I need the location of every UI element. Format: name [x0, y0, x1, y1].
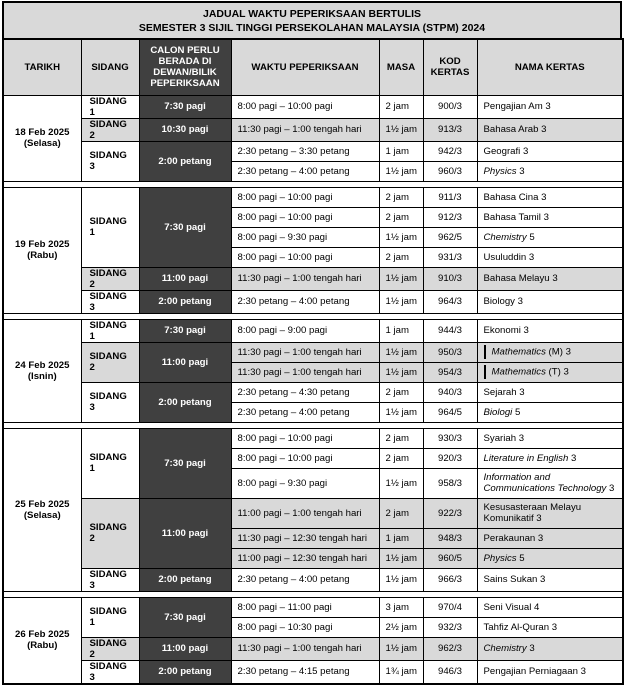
- paper-number: 3: [537, 532, 544, 544]
- paper-number: 3: [563, 366, 569, 378]
- duration: 2½ jam: [379, 617, 423, 637]
- paper-code: 931/3: [423, 247, 477, 267]
- duration: 2 jam: [379, 187, 423, 207]
- header-waktu: WAKTU PEPERIKSAAN: [231, 39, 379, 95]
- paper-name: Biology: [483, 296, 515, 307]
- date-cell: [3, 597, 81, 684]
- session-label: SIDANG 3: [81, 141, 139, 181]
- exam-time: 11:00 pagi – 12:30 tengah hari: [231, 548, 379, 568]
- paper-code: 964/5: [423, 402, 477, 422]
- date-text: 18 Feb 2025: [15, 127, 70, 138]
- table-row: [3, 637, 623, 660]
- paper-name: Chemistry: [483, 643, 527, 654]
- duration: 2 jam: [379, 448, 423, 468]
- duration: 1½ jam: [379, 362, 423, 382]
- paper-code: 960/3: [423, 161, 477, 181]
- report-time: 2:00 petang: [139, 290, 231, 313]
- report-time: 11:00 pagi: [139, 498, 231, 568]
- exam-time: 11:30 pagi – 1:00 tengah hari: [231, 342, 379, 362]
- report-time: 7:30 pagi: [139, 597, 231, 637]
- report-time: 11:00 pagi: [139, 267, 231, 290]
- paper-name-cell: [477, 468, 623, 498]
- table-row: [3, 342, 623, 362]
- exam-time: 8:00 pagi – 9:00 pagi: [231, 319, 379, 342]
- paper-name-cell: [477, 247, 623, 267]
- paper-name: Sejarah: [483, 386, 517, 398]
- paper-number: 5: [519, 552, 525, 564]
- paper-name-cell: [477, 161, 623, 181]
- paper-name-cell: [477, 267, 623, 290]
- table-row: [3, 319, 623, 342]
- paper-name-cell: [477, 597, 623, 617]
- duration: 1 jam: [379, 141, 423, 161]
- paper-name-cell: [477, 95, 623, 118]
- date-cell: [3, 95, 81, 181]
- paper-number: 3: [543, 211, 549, 223]
- session-label: SIDANG 3: [81, 660, 139, 684]
- paper-code: 900/3: [423, 95, 477, 118]
- session-label: SIDANG 2: [81, 498, 139, 568]
- header-tarikh: TARIKH: [3, 39, 81, 95]
- paper-variant: (M): [545, 346, 563, 358]
- paper-name-cell: [477, 660, 623, 684]
- exam-time: 8:00 pagi – 9:30 pagi: [231, 468, 379, 498]
- paper-code: 950/3: [423, 342, 477, 362]
- paper-code: 930/3: [423, 428, 477, 448]
- duration: 2 jam: [379, 95, 423, 118]
- exam-time: 11:30 pagi – 1:00 tengah hari: [231, 267, 379, 290]
- paper-name: Physics: [483, 165, 517, 177]
- paper-code: 954/3: [423, 362, 477, 382]
- paper-number: 3: [580, 666, 586, 677]
- paper-code: 910/3: [423, 267, 477, 290]
- paper-name: Bahasa Cina: [483, 191, 539, 203]
- paper-name: Bahasa Melayu: [483, 273, 550, 284]
- paper-code: 960/5: [423, 548, 477, 568]
- report-time: 2:00 petang: [139, 141, 231, 181]
- duration: 1½ jam: [379, 227, 423, 247]
- exam-time: 2:30 petang – 4:00 petang: [231, 402, 379, 422]
- paper-code: 911/3: [423, 187, 477, 207]
- duration: 1½ jam: [379, 402, 423, 422]
- duration: 2 jam: [379, 498, 423, 528]
- paper-name: Usuluddin: [483, 251, 527, 263]
- exam-time: 2:30 petang – 4:00 petang: [231, 290, 379, 313]
- duration: 1½ jam: [379, 342, 423, 362]
- paper-name-cell: [477, 568, 623, 591]
- paper-name-cell: [477, 187, 623, 207]
- exam-time: 11:00 pagi – 1:00 tengah hari: [231, 498, 379, 528]
- paper-name-cell: [477, 141, 623, 161]
- paper-variant: (T): [545, 366, 561, 378]
- exam-time: 8:00 pagi – 10:00 pagi: [231, 428, 379, 448]
- header-nama: NAMA KERTAS: [477, 39, 623, 95]
- duration: 1 jam: [379, 528, 423, 548]
- paper-code: 912/3: [423, 207, 477, 227]
- exam-time: 2:30 petang – 3:30 petang: [231, 141, 379, 161]
- paper-code: 966/3: [423, 568, 477, 591]
- exam-time: 2:30 petang – 4:00 petang: [231, 568, 379, 591]
- date-cell: [3, 187, 81, 313]
- title-line-1: JADUAL WAKTU PEPERIKSAAN BERTULIS: [203, 8, 421, 20]
- paper-name-cell: [477, 528, 623, 548]
- paper-number: 3: [523, 325, 529, 336]
- paper-name-cell: [477, 617, 623, 637]
- paper-name: Syariah: [483, 432, 517, 444]
- session-label: SIDANG 3: [81, 568, 139, 591]
- paper-name: Ekonomi: [483, 325, 521, 336]
- paper-number: 3: [565, 346, 571, 358]
- paper-number: 3: [551, 621, 558, 633]
- paper-name: Pengajian Perniagaan: [483, 666, 578, 677]
- duration: 2 jam: [379, 207, 423, 227]
- date-cell: [3, 319, 81, 422]
- timetable-document: [2, 1, 622, 685]
- paper-code: 922/3: [423, 498, 477, 528]
- paper-name: Chemistry: [483, 231, 527, 243]
- paper-name-cell: [477, 362, 623, 382]
- duration: 1 jam: [379, 319, 423, 342]
- session-label: SIDANG 3: [81, 382, 139, 422]
- report-time: 7:30 pagi: [139, 319, 231, 342]
- session-label: SIDANG 1: [81, 428, 139, 498]
- paper-name: Perakaunan: [483, 532, 536, 544]
- duration: 1½ jam: [379, 637, 423, 660]
- paper-name-cell: [477, 290, 623, 313]
- header-calon: CALON PERLU BERADA DI DEWAN/BILIK PEPERIKSAAN: [139, 39, 231, 95]
- day-text: (Selasa): [23, 509, 61, 521]
- session-label: SIDANG 1: [81, 319, 139, 342]
- duration: 2 jam: [379, 382, 423, 402]
- paper-name-cell: [477, 498, 623, 528]
- exam-time: 2:30 petang – 4:30 petang: [231, 382, 379, 402]
- paper-number: 3: [519, 165, 525, 177]
- paper-number: 4: [534, 601, 540, 613]
- paper-number: 3: [541, 124, 547, 135]
- paper-number: 3: [545, 101, 551, 112]
- session-label: SIDANG 2: [81, 118, 139, 141]
- table-row: [3, 118, 623, 141]
- bracket-bar: [484, 345, 486, 359]
- session-label: SIDANG 2: [81, 342, 139, 382]
- paper-name-cell: [477, 382, 623, 402]
- exam-time: 8:00 pagi – 10:00 pagi: [231, 95, 379, 118]
- paper-name-cell: [477, 548, 623, 568]
- duration: 1½ jam: [379, 468, 423, 498]
- table-row: [3, 382, 623, 402]
- title-line-2: SEMESTER 3 SIJIL TINGGI PERSEKOLAHAN MALAYSIA (STPM) 2024: [138, 22, 486, 34]
- paper-number: 3: [529, 643, 535, 654]
- table-row: [3, 597, 623, 617]
- report-time: 11:00 pagi: [139, 637, 231, 660]
- exam-time: 8:00 pagi – 11:00 pagi: [231, 597, 379, 617]
- paper-name-cell: [477, 319, 623, 342]
- exam-timetable: [2, 38, 624, 685]
- paper-name-cell: [477, 227, 623, 247]
- exam-time: 8:00 pagi – 10:00 pagi: [231, 448, 379, 468]
- paper-number: 3: [517, 296, 523, 307]
- table-row: [3, 187, 623, 207]
- date-text: 25 Feb 2025: [15, 498, 70, 510]
- paper-number: 5: [529, 231, 535, 243]
- exam-time: 11:30 pagi – 1:00 tengah hari: [231, 118, 379, 141]
- paper-number: 3: [541, 191, 547, 203]
- exam-time: 8:00 pagi – 10:00 pagi: [231, 207, 379, 227]
- paper-number: 3: [536, 513, 542, 524]
- table-row: [3, 568, 623, 591]
- date-text: 26 Feb 2025: [15, 629, 70, 640]
- report-time: 10:30 pagi: [139, 118, 231, 141]
- exam-time: 8:00 pagi – 10:30 pagi: [231, 617, 379, 637]
- paper-code: 940/3: [423, 382, 477, 402]
- table-row: [3, 267, 623, 290]
- date-text: 24 Feb 2025: [15, 359, 70, 371]
- paper-number: 3: [540, 574, 546, 585]
- paper-name: Bahasa Tamil: [483, 211, 541, 223]
- session-label: SIDANG 3: [81, 290, 139, 313]
- duration: 1¾ jam: [379, 660, 423, 684]
- paper-code: 964/3: [423, 290, 477, 313]
- report-time: 11:00 pagi: [139, 342, 231, 382]
- paper-code: 942/3: [423, 141, 477, 161]
- paper-name: Physics: [483, 552, 517, 564]
- header-kod: KOD KERTAS: [423, 39, 477, 95]
- duration: 1½ jam: [379, 161, 423, 181]
- paper-number: 3: [570, 452, 577, 464]
- document-title: [2, 1, 622, 38]
- duration: 1½ jam: [379, 568, 423, 591]
- report-time: 2:00 petang: [139, 382, 231, 422]
- paper-number: 5: [514, 406, 521, 418]
- paper-name: Tahfiz Al-Quran: [483, 621, 550, 633]
- bracket-bar: [484, 365, 486, 379]
- paper-name-cell: [477, 207, 623, 227]
- paper-number: 3: [609, 483, 615, 494]
- paper-name-cell: [477, 118, 623, 141]
- session-label: SIDANG 1: [81, 597, 139, 637]
- table-row: [3, 95, 623, 118]
- paper-name: Mathematics: [491, 366, 546, 378]
- report-time: 7:30 pagi: [139, 187, 231, 267]
- table-row: [3, 498, 623, 528]
- paper-number: 3: [552, 273, 558, 284]
- exam-time: 2:30 petang – 4:00 petang: [231, 161, 379, 181]
- date-text: 19 Feb 2025: [15, 239, 70, 250]
- paper-name: Sains Sukan: [483, 574, 538, 585]
- duration: 1½ jam: [379, 267, 423, 290]
- paper-name: Pengajian Am: [483, 101, 543, 112]
- exam-time: 8:00 pagi – 10:00 pagi: [231, 187, 379, 207]
- paper-code: 932/3: [423, 617, 477, 637]
- duration: 3 jam: [379, 597, 423, 617]
- paper-name-cell: [477, 428, 623, 448]
- paper-code: 962/3: [423, 637, 477, 660]
- table-row: [3, 290, 623, 313]
- paper-name-cell: [477, 402, 623, 422]
- duration: 1½ jam: [379, 290, 423, 313]
- day-text: (Isnin): [27, 370, 57, 382]
- exam-time: 8:00 pagi – 10:00 pagi: [231, 247, 379, 267]
- paper-name: Literature in English: [483, 452, 569, 464]
- paper-code: 946/3: [423, 660, 477, 684]
- duration: 1½ jam: [379, 118, 423, 141]
- paper-number: 3: [522, 145, 529, 157]
- duration: 1½ jam: [379, 548, 423, 568]
- paper-code: 962/5: [423, 227, 477, 247]
- report-time: 2:00 petang: [139, 568, 231, 591]
- report-time: 2:00 petang: [139, 660, 231, 684]
- session-label: SIDANG 2: [81, 637, 139, 660]
- paper-name-cell: [477, 448, 623, 468]
- timetable-body: [3, 95, 623, 684]
- paper-code: 920/3: [423, 448, 477, 468]
- exam-time: 2:30 petang – 4:15 petang: [231, 660, 379, 684]
- paper-number: 3: [519, 386, 525, 398]
- day-text: (Rabu): [27, 640, 58, 651]
- paper-name: Kesusasteraan Melayu Komunikatif: [483, 502, 582, 524]
- table-row: [3, 141, 623, 161]
- report-time: 7:30 pagi: [139, 95, 231, 118]
- paper-number: 3: [528, 251, 535, 263]
- paper-code: 948/3: [423, 528, 477, 548]
- exam-time: 8:00 pagi – 9:30 pagi: [231, 227, 379, 247]
- table-row: [3, 660, 623, 684]
- day-text: (Rabu): [27, 250, 58, 261]
- paper-name-cell: [477, 342, 623, 362]
- session-label: SIDANG 1: [81, 187, 139, 267]
- day-text: (Selasa): [23, 138, 61, 149]
- table-row: [3, 428, 623, 448]
- paper-code: 970/4: [423, 597, 477, 617]
- paper-name-cell: [477, 637, 623, 660]
- paper-name: Biologi: [483, 406, 513, 418]
- header-masa: MASA: [379, 39, 423, 95]
- paper-code: 958/3: [423, 468, 477, 498]
- paper-number: 3: [518, 432, 525, 444]
- header-sidang: SIDANG: [81, 39, 139, 95]
- paper-name: Bahasa Arab: [483, 124, 539, 135]
- session-label: SIDANG 1: [81, 95, 139, 118]
- session-label: SIDANG 2: [81, 267, 139, 290]
- date-cell: [3, 428, 81, 591]
- exam-time: 11:30 pagi – 1:00 tengah hari: [231, 362, 379, 382]
- duration: 2 jam: [379, 247, 423, 267]
- paper-name: Mathematics: [491, 346, 546, 358]
- paper-code: 913/3: [423, 118, 477, 141]
- paper-name: Information and Communications Technology: [483, 472, 607, 494]
- exam-time: 11:30 pagi – 1:00 tengah hari: [231, 637, 379, 660]
- paper-name: Seni Visual: [483, 601, 532, 613]
- report-time: 7:30 pagi: [139, 428, 231, 498]
- paper-name: Geografi: [483, 145, 521, 157]
- exam-time: 11:30 pagi – 12:30 tengah hari: [231, 528, 379, 548]
- paper-code: 944/3: [423, 319, 477, 342]
- duration: 2 jam: [379, 428, 423, 448]
